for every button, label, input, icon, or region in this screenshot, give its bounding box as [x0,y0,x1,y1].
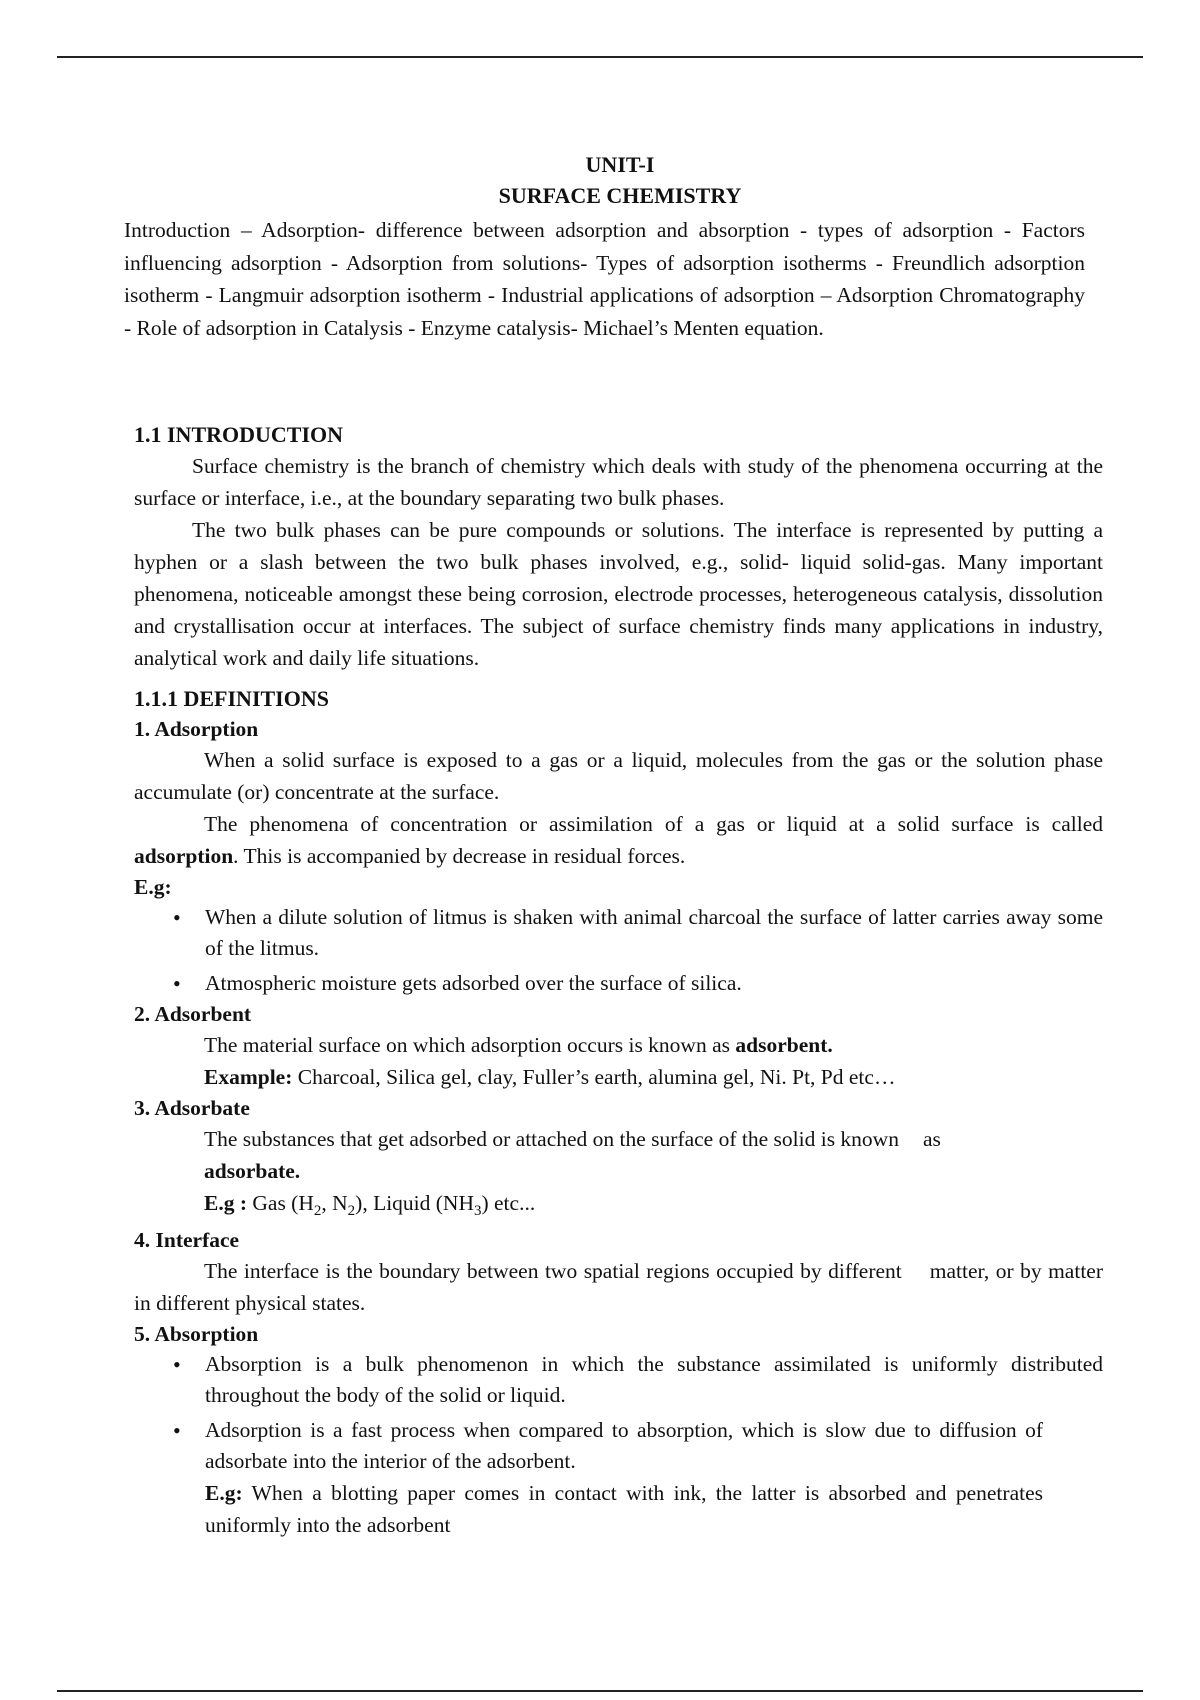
adsorbate-text: The substances that get adsorbed or attached on the surface of the solid is known [204,1127,899,1151]
adsorption-eg-label: E.g: [134,875,172,899]
adsorption-paragraph-1: When a solid surface is exposed to a gas or a liquid, molecules from the gas or the solution phase accumulate (or) concentrate at the surface. [134,748,1103,804]
absorption-eg-text: When a blotting paper comes in contact with ink, the latter is absorbed and penetrates uniformly into the adsorbent [205,1481,1043,1537]
absorption-example [134,1477,1103,1541]
def-heading-adsorption: 1. Adsorption [134,717,259,741]
adsorbate-term: adsorbate. [204,1159,301,1183]
def-heading-adsorbent: 2. Adsorbent [134,1002,252,1026]
def-heading-adsorbate: 3. Adsorbate [134,1096,250,1120]
absorption-eg-label: E.g: [205,1481,243,1505]
def-heading-absorption: 5. Absorption [134,1322,259,1346]
unit-label: UNIT-I [585,152,655,177]
adsorbent-paragraph [134,1029,1103,1061]
intro-paragraph-2: The two bulk phases can be pure compounds or solutions. The interface is represented by putting a hyphen or a slash between the two bulk phases involved, e.g., solid- liquid solid-gas. Many important phenomena, noticeable amongst these being corrosion, electrode processes, heterogeneous catalysis, dissolution and crystallisation occur at interfaces. The subject of surface chemistry finds many applications in industry, analytical work and daily life situations. [134,518,1103,670]
adsorbate-eg-text: , N [321,1191,348,1215]
list-item: • When a dilute solution of litmus is shaken with animal charcoal the surface of latter carries away some of the litmus. [134,902,1103,964]
subscript: 2 [313,1203,322,1219]
subscript: 2 [347,1203,356,1219]
adsorbate-paragraph [134,1123,1103,1187]
adsorbent-example [134,1061,1103,1093]
adsorbate-text-tail: as [922,1127,941,1151]
adsorbent-text: The material surface on which adsorption occurs is known as [204,1033,730,1057]
adsorbate-eg-text: Gas (H [247,1191,314,1215]
adsorbate-eg-text: ), Liquid (NH [355,1191,474,1215]
intro-paragraph-1: Surface chemistry is the branch of chemistry which deals with study of the phenomena occurring at the surface or interface, i.e., at the boundary separating two bulk phases. [134,454,1103,510]
subscript: 3 [473,1203,482,1219]
syllabus-paragraph: Introduction – Adsorption- difference between adsorption and absorption - types of adsorption - Factors influencing adsorption - Adsorption from solutions- Types of adsorption isotherms - Freundlich adsorption isotherm - Langmuir adsorption isotherm - Industrial applications of adsorption – Adsorption Chromatography - Role of adsorption in Catalysis - Enzyme catalysis- Michael’s Menten equation. [124,218,1085,340]
interface-text-b: matter, or [929,1259,1014,1283]
adsorption-p2-text: The phenomena of concentration or assimilation of a gas or liquid at a solid surface is called [204,812,1103,836]
adsorption-p2-tail: . This is accompanied by decrease in residual forces. [233,844,686,868]
def-heading-interface: 4. Interface [134,1228,240,1252]
chapter-title: SURFACE CHEMISTRY [498,183,742,208]
interface-paragraph [134,1255,1103,1319]
adsorbent-example-text: Charcoal, Silica gel, clay, Fuller’s earth, alumina gel, Ni. Pt, Pd etc… [292,1065,896,1089]
adsorbate-eg-label: E.g : [204,1191,247,1215]
interface-text: The interface is the boundary between two spatial regions occupied by different [204,1259,902,1283]
top-rule [57,56,1143,58]
bottom-rule [57,1690,1143,1692]
adsorbent-term: adsorbent. [735,1033,833,1057]
adsorbent-example-label: Example: [204,1065,293,1089]
adsorbate-example [134,1187,1103,1219]
adsorption-paragraph-2 [134,808,1103,872]
section-heading-introduction: 1.1 INTRODUCTION [134,422,344,447]
absorption-list [134,1349,1103,1477]
adsorption-term: adsorption [134,844,234,868]
section-heading-definitions: 1.1.1 DEFINITIONS [134,686,329,711]
adsorption-examples-list [134,902,1103,999]
list-item: • Adsorption is a fast process when compared to absorption, which is slow due to diffusion of adsorbate into the interior of the adsorbent. [134,1415,1103,1477]
main-content [134,420,1103,1541]
list-item: • Atmospheric moisture gets adsorbed over the surface of silica. [134,968,1103,999]
list-item: • Absorption is a bulk phenomenon in which the substance assimilated is uniformly distributed throughout the body of the solid or liquid. [134,1349,1103,1411]
adsorbate-eg-text: ) etc... [481,1191,536,1215]
interface-text-c: by matter in different physical states. [134,1259,1103,1315]
